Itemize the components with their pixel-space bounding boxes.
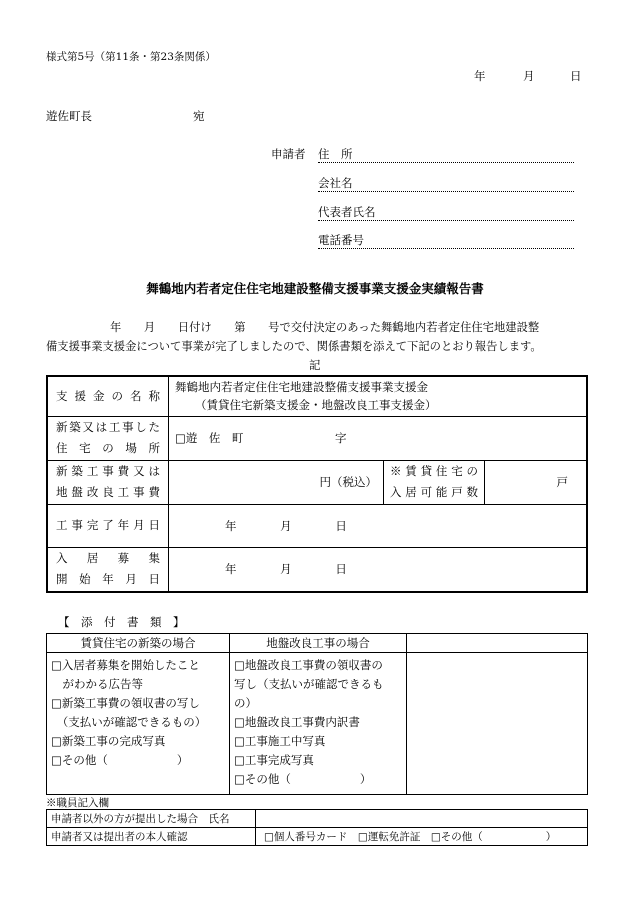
- staff-table: [46, 809, 588, 846]
- body-line-1: 年 月 日付け 第 号で交付決定のあった舞鶴地内若者定住住宅地建設整: [110, 321, 540, 334]
- representative-field[interactable]: 代表者氏名: [318, 204, 574, 221]
- location-aza: 字: [335, 431, 347, 445]
- document-title: 舞鶴地内若者定住住宅地建設整備支援事業支援金実績報告書: [146, 281, 484, 296]
- ki-mark: 記: [309, 358, 321, 372]
- rental-header: 賃貸住宅の新築の場合: [47, 634, 230, 653]
- subsidy-name-label: 支援金の名称: [56, 388, 160, 403]
- location-value-cell[interactable]: [169, 416, 588, 460]
- company-field[interactable]: 会社名: [318, 175, 574, 192]
- addressee-suffix: 宛: [193, 109, 205, 123]
- units-value-cell[interactable]: [485, 460, 588, 504]
- location-label-line2: 住宅の場所: [56, 441, 160, 455]
- address-field[interactable]: 住 所: [318, 146, 574, 163]
- identity-check-options[interactable]: □個人番号カード □運転免許証 □その他（ ）: [256, 828, 588, 846]
- cost-label-cell: [47, 460, 169, 504]
- applicant-label: 申請者: [271, 147, 306, 161]
- cost-label-line1: 新築工事費又は: [56, 464, 160, 478]
- location-label-line1: 新築又は工事した: [56, 420, 160, 434]
- cost-unit: 円（税込）: [319, 475, 377, 489]
- ground-items: [230, 653, 407, 795]
- location-town: □遊 佐 町: [175, 431, 244, 445]
- ground-item[interactable]: □工事施工中写真: [234, 734, 326, 748]
- subsidy-name-label-cell: [47, 376, 169, 416]
- rental-items: [47, 653, 230, 795]
- ground-item: の）: [234, 696, 257, 710]
- ground-item[interactable]: □工事完成写真: [234, 753, 314, 767]
- report-table: [46, 375, 588, 593]
- form-number: 様式第5号（第11条・第23条関係）: [46, 51, 216, 63]
- rental-item: （支払いが確認できるもの）: [51, 715, 207, 729]
- units-label-cell: [384, 460, 485, 504]
- recruit-month: 月: [280, 562, 292, 577]
- recruit-date-label-cell: [47, 547, 169, 592]
- attachments-table: [46, 633, 588, 795]
- ground-item[interactable]: □地盤改良工事費内訳書: [234, 715, 360, 729]
- rental-item[interactable]: □入居者募集を開始したこと: [51, 658, 200, 672]
- attachments-blank-cell: [407, 653, 588, 795]
- ground-item[interactable]: □地盤改良工事費の領収書の: [234, 658, 383, 672]
- recruit-date-label-line1: 入居募集: [56, 551, 160, 566]
- rental-item[interactable]: □その他（ ）: [51, 753, 189, 767]
- cost-label-line2: 地盤改良工事費: [56, 485, 160, 499]
- body-line-2: 備支援事業支援金について事業が完了しましたので、関係書類を添えて下記のとおり報告します。: [46, 340, 542, 353]
- ground-header: 地盤改良工事の場合: [230, 634, 407, 653]
- completion-year: 年: [225, 518, 237, 533]
- date-year: 年: [474, 69, 486, 83]
- completion-date-label: 工事完了年月日: [56, 518, 160, 532]
- rental-item: がわかる広告等: [51, 677, 143, 691]
- completion-date-value-cell[interactable]: [169, 504, 588, 547]
- staff-heading: ※職員記入欄: [46, 797, 109, 809]
- attachments-blank-header: [407, 634, 588, 653]
- cost-value-cell[interactable]: [169, 460, 384, 504]
- rental-item[interactable]: □新築工事の完成写真: [51, 734, 166, 748]
- subsidy-name-value: 舞鶴地内若者定住住宅地建設整備支援事業支援金: [175, 380, 428, 395]
- date-day: 日: [570, 69, 582, 83]
- recruit-date-label-line2: 開始年月日: [56, 572, 160, 587]
- phone-field[interactable]: 電話番号: [318, 232, 574, 249]
- recruit-day: 日: [335, 562, 347, 577]
- recruit-year: 年: [225, 562, 237, 577]
- subsidy-type-value: （賃貸住宅新築支援金・地盤改良工事支援金）: [195, 398, 437, 413]
- proxy-name-value[interactable]: [256, 810, 588, 828]
- completion-date-label-cell: [47, 504, 169, 547]
- proxy-name-label: 申請者以外の方が提出した場合 氏名: [47, 810, 256, 828]
- ground-item: 写し（支払いが確認できるも: [234, 677, 384, 691]
- completion-day: 日: [335, 518, 347, 533]
- addressee-name: 遊佐町長: [46, 109, 92, 123]
- recruit-date-value-cell[interactable]: [169, 547, 588, 592]
- units-label-line2: 入居可能戸数: [390, 485, 478, 499]
- units-label-line1: ※賃貸住宅の: [390, 464, 478, 478]
- completion-month: 月: [280, 518, 292, 533]
- location-label-cell: [47, 416, 169, 460]
- attachments-heading: 【 添 付 書 類 】: [58, 615, 185, 629]
- units-unit: 戸: [556, 475, 568, 489]
- rental-item[interactable]: □新築工事費の領収書の写し: [51, 696, 200, 710]
- date-month: 月: [523, 69, 535, 83]
- ground-item[interactable]: □その他（ ）: [234, 772, 372, 786]
- identity-check-label: 申請者又は提出者の本人確認: [47, 828, 256, 846]
- subsidy-name-value-cell: [169, 376, 588, 416]
